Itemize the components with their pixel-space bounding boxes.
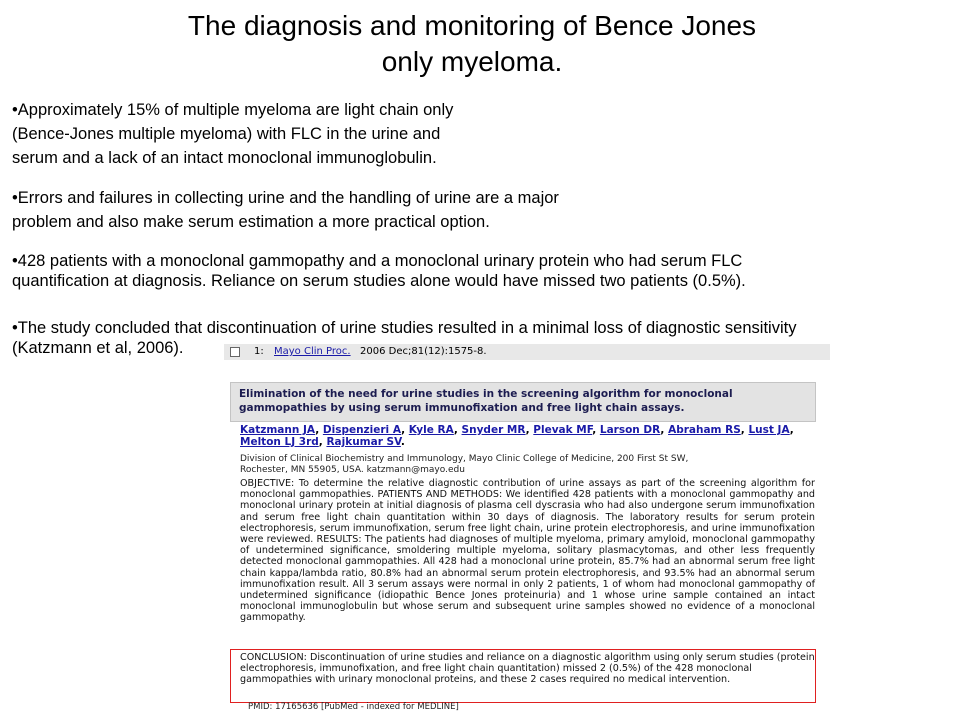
slide-title [0,8,944,80]
citation-checkbox[interactable] [230,347,240,357]
bullet-1-line-3: serum and a lack of an intact monoclonal immunoglobulin. [12,149,437,167]
slide-title-line-1: The diagnosis and monitoring of Bence Jones [187,10,757,41]
citation-journal-link[interactable]: Mayo Clin Proc. [274,346,351,357]
bullet-2 [12,186,559,234]
author-link[interactable]: Snyder MR [461,424,526,436]
affiliation-line-2: Rochester, MN 55905, USA. katzmann@mayo.edu [240,465,465,475]
bullet-4-line-2: (Katzmann et al, 2006). [12,339,184,357]
pmid-line: PMID: 17165636 [PubMed - indexed for MEDLINE] [248,702,459,712]
bullet-1-line-1: •Approximately 15% of multiple myeloma are light chain only [12,101,454,119]
bullet-1-line-2: (Bence-Jones multiple myeloma) with FLC in the urine and [12,125,441,143]
bullet-4-line-1: •The study concluded that discontinuation of urine studies resulted in a minimal loss of diagnostic sensitivity [12,319,797,337]
author-link[interactable]: Larson DR [599,424,661,436]
affiliation-line-1: Division of Clinical Biochemistry and Immunology, Mayo Clinic College of Medicine, 200 First St SW, [240,454,689,464]
abstract-title-line-1: Elimination of the need for urine studies in the screening algorithm for monoclonal [239,388,733,400]
bullet-3-line-2: quantification at diagnosis. Reliance on serum studies alone would have missed two patients (0.5%). [12,272,746,290]
abstract-title-line-2: gammopathies by using serum immunofixation and free light chain assays. [239,402,685,414]
bullet-2-line-1: •Errors and failures in collecting urine and the handling of urine are a major [12,189,559,207]
bullet-3-line-1: •428 patients with a monoclonal gammopathy and a monoclonal urinary protein who had serum FLC [12,252,743,270]
citation-details: 2006 Dec;81(12):1575-8. [360,346,487,357]
citation-number: 1: [254,346,264,357]
author-link[interactable]: Dispenzieri A [322,424,402,436]
citation-bar [224,344,830,360]
author-list: Katzmann JA, Dispenzieri A, Kyle RA, Snyder MR, Plevak MF, Larson DR, Abraham RS, Lust JA, Melton LJ 3rd, Rajkumar SV. [240,424,794,448]
abstract-body: OBJECTIVE: To determine the relative diagnostic contribution of urine assays as part of the screening algorithm for monoclonal gammopathies. PATIENTS AND METHODS: We identified 428 patients with a monoclonal gammopathy and monoclonal urinary protein at initial diagnosis of plasma cell dyscrasia who had also undergone serum immunofixation and serum free light chain quantitation within 30 days of diagnosis. The laboratory results for serum protein electrophoresis, serum immunofixation, serum free light chain, urine protein electrophoresis, and urine immunofixation were reviewed. RESULTS: The patients had diagnoses of multiple myeloma, primary amyloid, monoclonal gammopathy of undetermined significance, smoldering multiple myeloma, solitary plasmacytomas, and other less frequently detected monoclonal gammopathies. All 428 had a monoclonal urine protein, 85.7% had an abnormal serum free light chain kappa/lambda ratio, 80.8% had an abnormal serum protein electrophoresis, and 93.5% had an abnormal serum immunofixation result. All 3 serum assays were normal in only 2 patients, 1 of whom had monoclonal gammopathy of undetermined significance (idiopathic Bence Jones proteinuria) and 1 whose urine sample contained an intact monoclonal immunoglobulin but whose serum and subsequent urine samples showed no evidence of a monoclonal gammopathy. [240,478,815,624]
abstract-conclusion: CONCLUSION: Discontinuation of urine studies and reliance on a diagnostic algorithm using only serum studies (protein electrophoresis, immunofixation, and free light chain quantitation) missed 2 (0.5%) of the 428 monoclonal gammopathies with urinary monoclonal proteins, and these 2 cases required no medical intervention. [240,652,815,686]
author-link[interactable]: Lust JA [748,424,790,436]
author-link[interactable]: Katzmann JA [240,424,316,436]
author-link[interactable]: Rajkumar SV [326,436,401,448]
slide-title-line-2: only myeloma. [381,46,563,77]
author-link[interactable]: Abraham RS [668,424,741,436]
author-link[interactable]: Kyle RA [408,424,454,436]
author-link[interactable]: Plevak MF [533,424,593,436]
abstract-title [230,382,816,422]
bullet-2-line-2: problem and also make serum estimation a more practical option. [12,213,490,231]
bullet-1 [12,98,453,170]
author-link[interactable]: Melton LJ 3rd [240,436,319,448]
bullet-3 [12,251,746,291]
affiliation [240,454,815,476]
